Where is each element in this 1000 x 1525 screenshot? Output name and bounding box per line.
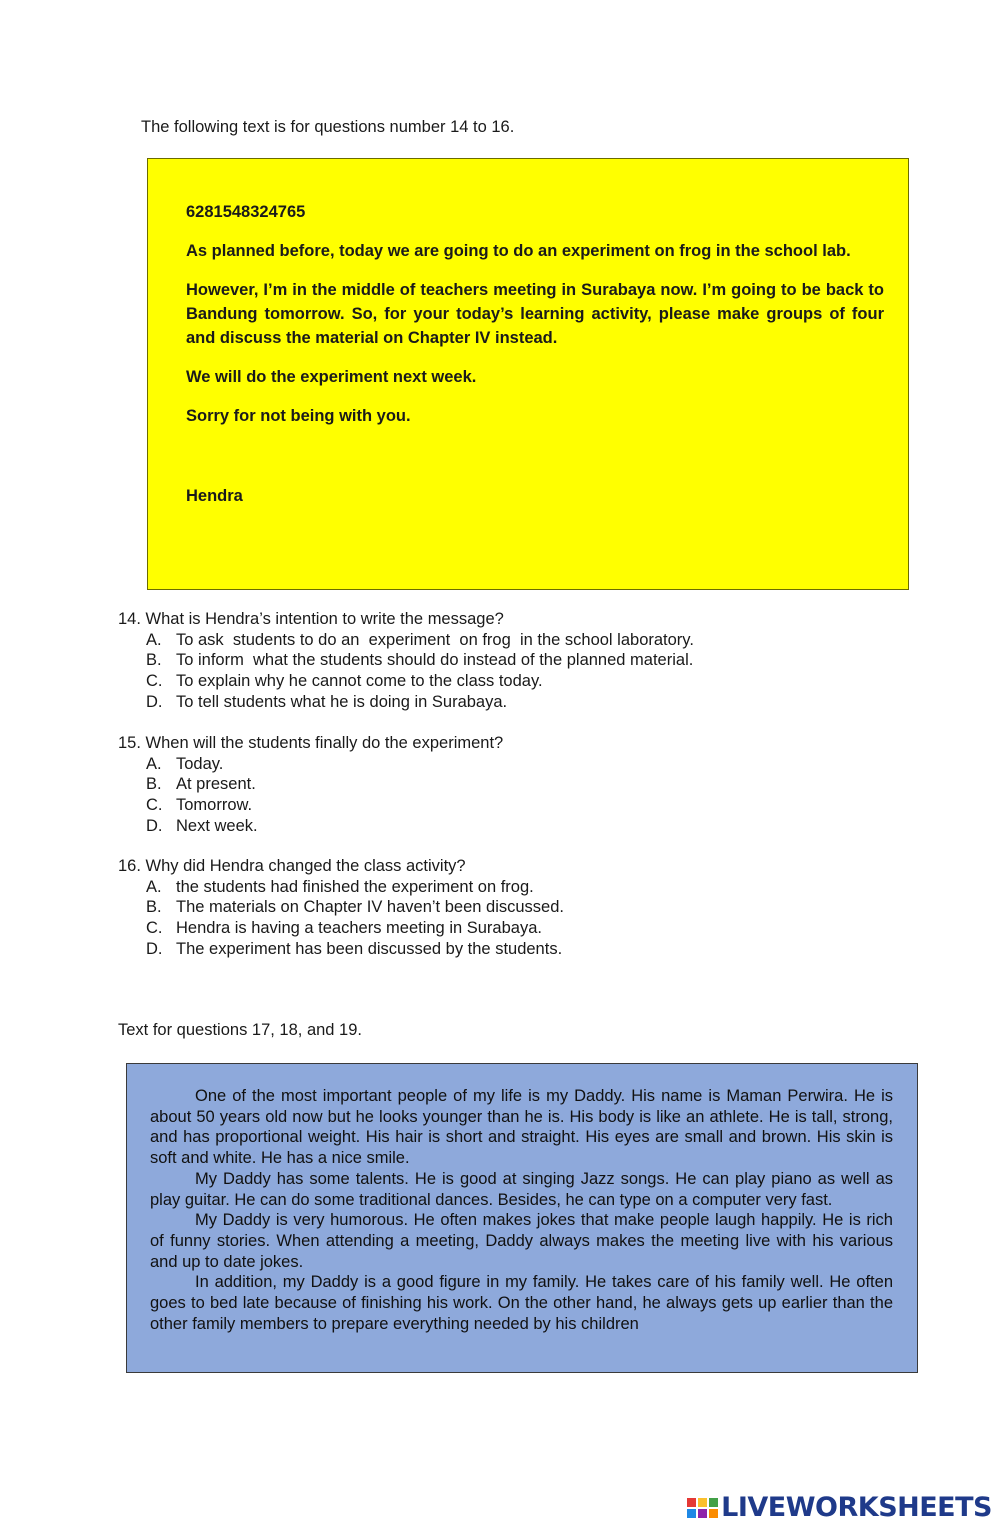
question-stem: 15. When will the students finally do the experiment? bbox=[118, 734, 504, 752]
text-paragraph: One of the most important people of my life is my Daddy. His name is Maman Perwira. He is about 50 years old now but he looks younger than he is. His body is like an athlete. He is tall, strong, and has proportional weight. His hair is short and straight. His eyes are small and brown. His skin is soft and white. He has a nice smile. bbox=[150, 1087, 893, 1168]
message-paragraph: However, I’m in the middle of teachers meeting in Surabaya now. I’m going to be back to Bandung tomorrow. So, for your today’s learning activity, please make groups of four and discuss the material on Chapter IV instead. bbox=[186, 281, 884, 347]
text-paragraph: In addition, my Daddy is a good figure in my family. He takes care of his family well. He often goes to bed late because of finishing his work. On the other hand, he always gets up earlier than the other family members to prepare everything needed by his children bbox=[150, 1273, 893, 1333]
question-16 bbox=[118, 856, 564, 960]
question-stem: 14. What is Hendra’s intention to write the message? bbox=[118, 610, 504, 628]
question-stem: 16. Why did Hendra changed the class activity? bbox=[118, 857, 466, 875]
question-14 bbox=[118, 609, 694, 713]
message-paragraph: Sorry for not being with you. bbox=[186, 407, 411, 425]
logo-block bbox=[709, 1509, 718, 1518]
descriptive-text-box bbox=[126, 1063, 918, 1373]
option-d[interactable]: D. To tell students what he is doing in Surabaya. bbox=[146, 692, 508, 711]
question-15 bbox=[118, 733, 503, 837]
logo-block bbox=[687, 1498, 696, 1507]
option-c[interactable]: C. Hendra is having a teachers meeting in Surabaya. bbox=[146, 919, 542, 938]
logo-text: LIVEWORKSHEETS bbox=[721, 1492, 992, 1523]
section1-intro: The following text is for questions number 14 to 16. bbox=[141, 118, 515, 136]
logo-block bbox=[698, 1498, 707, 1507]
option-d[interactable]: D. Next week. bbox=[146, 816, 258, 835]
text-paragraph: My Daddy has some talents. He is good at singing Jazz songs. He can play piano as well as play guitar. He can do some traditional dances. Besides, he can type on a computer very fast. bbox=[150, 1169, 893, 1209]
option-b[interactable]: B. The materials on Chapter IV haven’t been discussed. bbox=[146, 898, 564, 917]
liveworksheets-logo[interactable] bbox=[687, 1492, 992, 1523]
option-a[interactable]: A. To ask students to do an experiment on frog in the school laboratory. bbox=[146, 630, 694, 649]
message-signature: Hendra bbox=[186, 487, 243, 505]
option-b[interactable]: B. To inform what the students should do instead of the planned material. bbox=[146, 651, 694, 670]
logo-block bbox=[709, 1498, 718, 1507]
message-box bbox=[147, 158, 909, 590]
logo-block bbox=[687, 1509, 696, 1518]
option-b[interactable]: B. At present. bbox=[146, 775, 256, 794]
message-phone: 6281548324765 bbox=[186, 203, 306, 221]
option-c[interactable]: C. Tomorrow. bbox=[146, 796, 253, 815]
option-a[interactable]: A. Today. bbox=[146, 754, 224, 773]
message-paragraph: We will do the experiment next week. bbox=[186, 368, 477, 386]
section2-intro: Text for questions 17, 18, and 19. bbox=[118, 1021, 362, 1039]
logo-blocks-icon bbox=[687, 1498, 718, 1518]
text-paragraph: My Daddy is very humorous. He often makes jokes that make people laugh happily. He is rich of funny stories. When attending a meeting, Daddy always makes the meeting live with his various and up to date jokes. bbox=[150, 1211, 893, 1271]
message-paragraph: As planned before, today we are going to do an experiment on frog in the school lab. bbox=[186, 242, 851, 260]
option-c[interactable]: C. To explain why he cannot come to the class today. bbox=[146, 672, 543, 691]
logo-block bbox=[698, 1509, 707, 1518]
option-a[interactable]: A. the students had finished the experiment on frog. bbox=[146, 877, 534, 896]
option-d[interactable]: D. The experiment has been discussed by the students. bbox=[146, 939, 563, 958]
